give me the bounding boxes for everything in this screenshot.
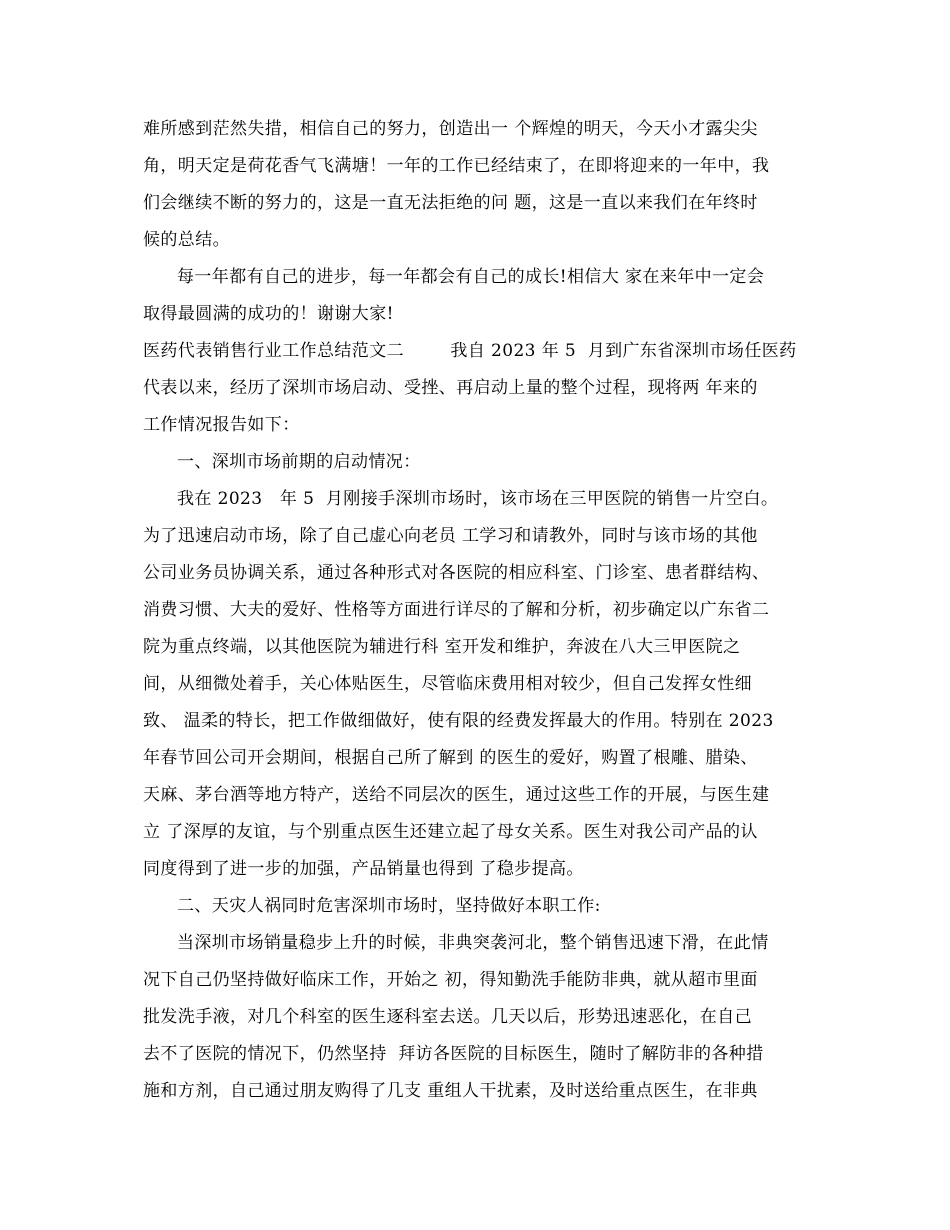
- text-line-23: 当深圳市场销量稳步上升的时候，非典突袭河北，整个销售迅速下滑，在此情: [177, 933, 769, 953]
- text-line-6: 取得最圆满的成功的！谢谢大家!: [143, 304, 394, 324]
- text-line-24: 况下自己仍坚持做好临床工作，开始之 初，得知勤洗手能防非典，就从超市里面: [143, 970, 758, 990]
- text-line-4: 候的总结。: [143, 230, 230, 250]
- text-line-27: 施和方剂，自己通过朋友购得了几支 重组人干扰素，及时送给重点医生，在非典: [143, 1081, 758, 1101]
- text-line-20: 立 了深厚的友谊，与个别重点医生还建立起了母女关系。医生对我公司产品的认: [143, 822, 758, 842]
- text-line-9: 工作情况报告如下：: [143, 415, 300, 435]
- text-line-2: 角，明天定是荷花香气飞满塘！一年的工作已经结束了，在即将迎来的一年中，我: [143, 156, 770, 176]
- text-line-14: 消费习惯、大夫的爱好、性格等方面进行详尽的了解和分析，初步确定以广东省二: [143, 600, 770, 620]
- text-line-12: 为了迅速启动市场，除了自己虚心向老员 工学习和请教外，同时与该市场的其他: [143, 526, 758, 546]
- section-heading-1: 一、深圳市场前期的启动情况：: [177, 452, 421, 472]
- text-line-19: 天麻、茅台酒等地方特产，送给不同层次的医生，通过这些工作的开展，与医生建: [143, 785, 770, 805]
- text-line-3: 们会继续不断的努力的，这是一直无法拒绝的问 题，这是一直以来我们在年终时: [143, 193, 758, 213]
- text-line-1: 难所感到茫然失措，相信自己的努力，创造出一 个辉煌的明天，今天小才露尖尖: [143, 119, 758, 139]
- text-line-16: 间，从细微处着手，关心体贴医生，尽管临床费用相对较少，但自己发挥女性细: [143, 674, 752, 694]
- text-line-13: 公司业务员协调关系，通过各种形式对各医院的相应科室、门诊室、患者群结构、: [143, 563, 770, 583]
- text-line-5: 每一年都有自己的进步，每一年都会有自己的成长!相信大 家在来年中一定会: [177, 267, 765, 287]
- section-heading-2: 二、天灾人祸同时危害深圳市场时，坚持做好本职工作:: [177, 896, 601, 916]
- text-line-21: 同度得到了进一步的加强，产品销量也得到 了稳步提高。: [143, 859, 584, 879]
- section-title-line: 医药代表销售行业工作总结范文二 我自 2023 年 5 月到广东省深圳市场任医药: [143, 341, 797, 361]
- text-line-15: 院为重点终端，以其他医院为辅进行科 室开发和维护，奔波在八大三甲医院之: [143, 637, 741, 657]
- text-line-18: 年春节回公司开会期间，根据自己所了解到 的医生的爱好，购置了根雕、腊染、: [143, 748, 758, 768]
- text-line-25: 批发洗手液，对几个科室的医生逐科室去送。几天以后，形势迅速恶化，在自己: [143, 1007, 752, 1027]
- text-line-26: 去不了医院的情况下，仍然坚持 拜访各医院的目标医生，随时了解防非的各种措: [143, 1044, 764, 1064]
- text-line-11: 我在 2023 年 5 月刚接手深圳市场时，该市场在三甲医院的销售一片空白。: [177, 489, 779, 509]
- text-line-17: 致、 温柔的特长，把工作做细做好，使有限的经费发挥最大的作用。特别在 2023: [143, 711, 774, 731]
- text-line-8: 代表以来，经历了深圳市场启动、受挫、再启动上量的整个过程，现将两 年来的: [143, 378, 758, 398]
